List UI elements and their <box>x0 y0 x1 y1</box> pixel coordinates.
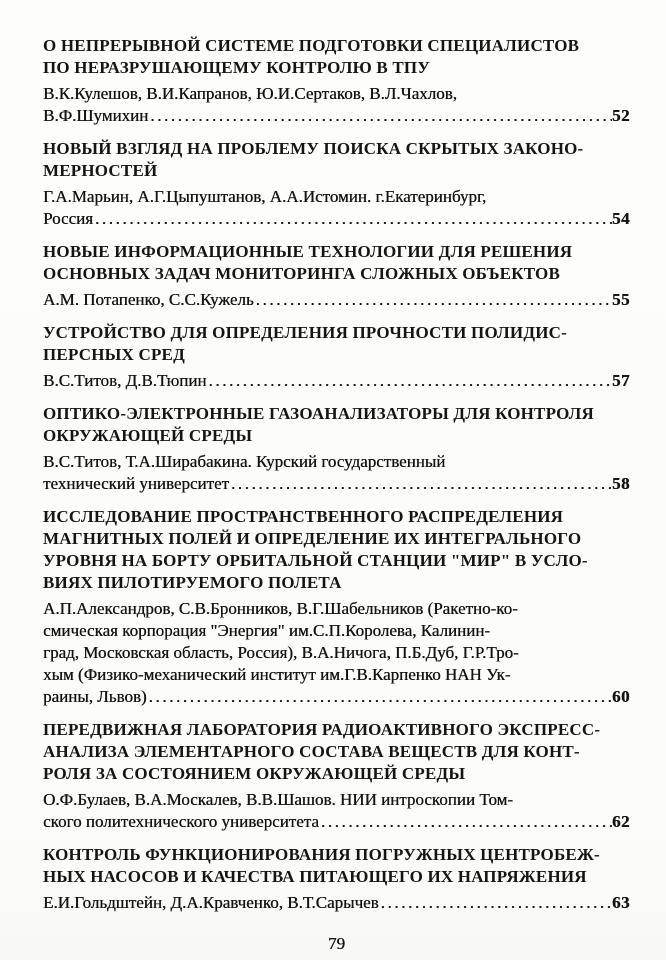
dot-leader <box>231 473 612 495</box>
title-line: МЕРНОСТЕЙ <box>43 161 158 180</box>
entry-title <box>43 403 630 447</box>
entry-title <box>43 719 630 785</box>
author-lastline-text: Е.И.Гольдштейн, Д.А.Кравченко, В.Т.Сарычев <box>43 893 379 912</box>
toc-entry <box>43 35 630 127</box>
title-line: НОВЫЙ ВЗГЛЯД НА ПРОБЛЕМУ ПОИСКА СКРЫТЫХ ЗАКОНО- <box>43 139 584 158</box>
author-line: А.П.Александров, С.В.Бронников, В.Г.Шабельников (Ракетно-ко- <box>43 599 518 618</box>
entry-title <box>43 322 630 366</box>
dot-leader <box>95 208 612 230</box>
title-line: РОЛЯ ЗА СОСТОЯНИЕМ ОКРУЖАЮЩЕЙ СРЕДЫ <box>43 764 466 783</box>
entry-authors <box>43 83 630 127</box>
toc-entry <box>43 322 630 392</box>
author-line: Г.А.Марьин, А.Г.Цыпуштанов, А.А.Истомин. г.Екатеринбург, <box>43 187 487 206</box>
dot-leader <box>321 811 612 833</box>
entry-lastline <box>43 811 630 833</box>
dot-leader <box>208 370 612 392</box>
toc-entry <box>43 844 630 914</box>
title-line: НЫХ НАСОСОВ И КАЧЕСТВА ПИТАЮЩЕГО ИХ НАПРЯЖЕНИЯ <box>43 867 587 886</box>
title-line: ПЕРСНЫХ СРЕД <box>43 345 185 364</box>
entry-title <box>43 844 630 888</box>
entry-authors <box>43 370 630 392</box>
toc-entry <box>43 719 630 833</box>
entry-lastline <box>43 892 630 914</box>
author-line: В.С.Титов, Т.А.Ширабакина. Курский государственный <box>43 452 446 471</box>
title-line: УРОВНЯ НА БОРТУ ОРБИТАЛЬНОЙ СТАНЦИИ "МИР" В УСЛО- <box>43 551 588 570</box>
toc-entry <box>43 241 630 311</box>
footer <box>43 934 630 954</box>
author-lastline-text: А.М. Потапенко, С.С.Кужель <box>43 290 254 309</box>
dot-leader <box>256 289 612 311</box>
entry-page-number: 62 <box>612 812 630 831</box>
author-lastline-text: Россия <box>43 209 93 228</box>
entry-lastline <box>43 686 630 708</box>
entry-authors <box>43 289 630 311</box>
title-line: ПО НЕРАЗРУШАЮЩЕМУ КОНТРОЛЮ В ТПУ <box>43 58 431 77</box>
author-line: град, Московская область, Россия), В.А.Ничога, П.Б.Дуб, Г.Р.Тро- <box>43 643 519 662</box>
author-line: хым (Физико-механический институт им.Г.В.Карпенко НАН Ук- <box>43 665 511 684</box>
entry-title <box>43 241 630 285</box>
title-line: УСТРОЙСТВО ДЛЯ ОПРЕДЕЛЕНИЯ ПРОЧНОСТИ ПОЛИДИС- <box>43 323 567 342</box>
entry-lastline <box>43 473 630 495</box>
entry-page-number: 63 <box>612 893 630 912</box>
title-line: КОНТРОЛЬ ФУНКЦИОНИРОВАНИЯ ПОГРУЖНЫХ ЦЕНТРОБЕЖ- <box>43 845 600 864</box>
title-line: ОПТИКО-ЭЛЕКТРОННЫЕ ГАЗОАНАЛИЗАТОРЫ ДЛЯ КОНТРОЛЯ <box>43 404 595 423</box>
entry-title <box>43 506 630 594</box>
entry-page-number: 55 <box>612 290 630 309</box>
title-line: МАГНИТНЫХ ПОЛЕЙ И ОПРЕДЕЛЕНИЕ ИХ ИНТЕГРАЛЬНОГО <box>43 529 582 548</box>
entry-authors <box>43 598 630 708</box>
author-lastline-text: технический университет <box>43 474 229 493</box>
title-line: ПЕРЕДВИЖНАЯ ЛАБОРАТОРИЯ РАДИОАКТИВНОГО ЭКСПРЕСС- <box>43 720 601 739</box>
author-line: В.К.Кулешов, В.И.Капранов, Ю.И.Сертаков, В.Л.Чахлов, <box>43 84 457 103</box>
entry-page-number: 58 <box>612 474 630 493</box>
title-line: ИССЛЕДОВАНИЕ ПРОСТРАНСТВЕННОГО РАСПРЕДЕЛЕНИЯ <box>43 507 564 526</box>
author-lastline-text: раины, Львов) <box>43 687 147 706</box>
entry-page-number: 52 <box>612 106 630 125</box>
entry-authors <box>43 186 630 230</box>
entry-title <box>43 35 630 79</box>
entry-lastline <box>43 105 630 127</box>
title-line: НОВЫЕ ИНФОРМАЦИОННЫЕ ТЕХНОЛОГИИ ДЛЯ РЕШЕНИЯ <box>43 242 573 261</box>
author-line: О.Ф.Булаев, В.А.Москалев, В.В.Шашов. НИИ интроскопии Том- <box>43 790 513 809</box>
entry-lastline <box>43 370 630 392</box>
entry-lastline <box>43 289 630 311</box>
toc-entry <box>43 138 630 230</box>
author-lastline-text: В.Ф.Шумихин <box>43 106 149 125</box>
entry-authors <box>43 451 630 495</box>
entry-page-number: 60 <box>612 687 630 706</box>
entry-authors <box>43 892 630 914</box>
entry-lastline <box>43 208 630 230</box>
author-line: смическая корпорация "Энергия" им.С.П.Королева, Калинин- <box>43 621 490 640</box>
dot-leader <box>381 892 612 914</box>
author-lastline-text: В.С.Титов, Д.В.Тюпин <box>43 371 207 390</box>
dot-leader <box>150 105 612 127</box>
entry-page-number: 54 <box>612 209 630 228</box>
title-line: ВИЯХ ПИЛОТИРУЕМОГО ПОЛЕТА <box>43 573 342 592</box>
footer-page-number: 79 <box>328 934 345 953</box>
entry-title <box>43 138 630 182</box>
title-line: ОКРУЖАЮЩЕЙ СРЕДЫ <box>43 426 253 445</box>
dot-leader <box>149 686 612 708</box>
title-line: О НЕПРЕРЫВНОЙ СИСТЕМЕ ПОДГОТОВКИ СПЕЦИАЛИСТОВ <box>43 36 580 55</box>
toc-entry <box>43 403 630 495</box>
author-lastline-text: ского политехнического университета <box>43 812 319 831</box>
entry-authors <box>43 789 630 833</box>
title-line: ОСНОВНЫХ ЗАДАЧ МОНИТОРИНГА СЛОЖНЫХ ОБЪЕКТОВ <box>43 264 561 283</box>
toc-entry <box>43 506 630 708</box>
title-line: АНАЛИЗА ЭЛЕМЕНТАРНОГО СОСТАВА ВЕЩЕСТВ ДЛЯ КОНТ- <box>43 742 580 761</box>
entry-page-number: 57 <box>612 371 630 390</box>
